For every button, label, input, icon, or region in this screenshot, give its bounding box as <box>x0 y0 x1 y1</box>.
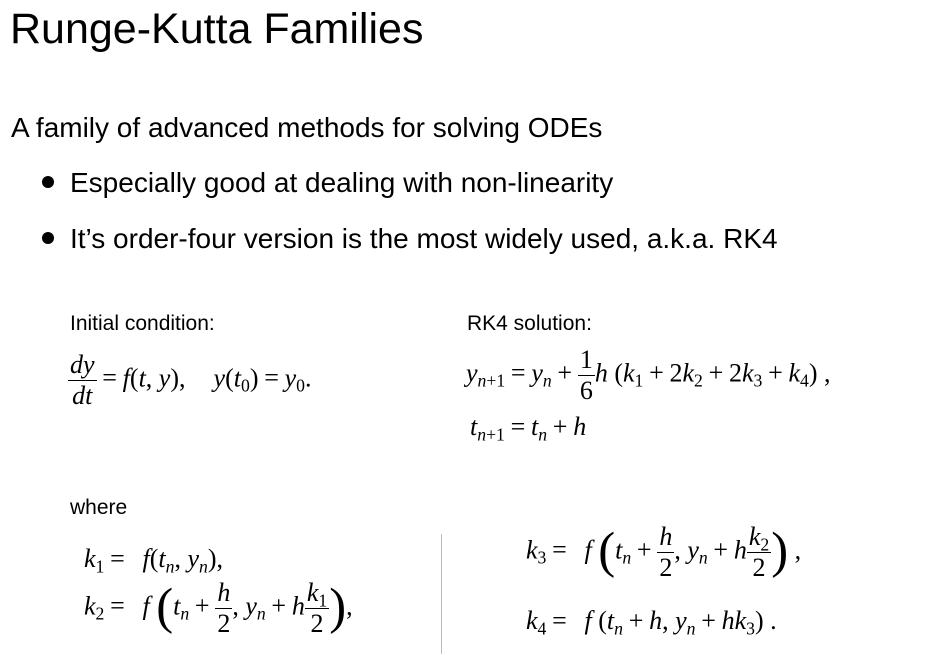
k2-equation: $k_2 = f$ ($t_n$ + $\frac{h}{2}$ , $y_n + h$ $\frac{k_1}{2}$ ), <box>84 578 353 638</box>
rk4-solution-label: RK4 solution: <box>467 312 592 335</box>
one-sixth-fraction: $\frac{1}{6}$ <box>579 345 593 405</box>
k3-equation: $k_3 = f$ ($t_n$ + $\frac{h}{2}$ , $y_n + h$ $\frac{k_2}{2}$ ) , <box>526 522 802 582</box>
bullet-text: Especially good at dealing with non-linearity <box>70 167 614 198</box>
bullet-dot-icon <box>42 176 54 188</box>
column-divider <box>441 534 442 654</box>
rk4-y-update-equation: $y_{n+1} = y_n$ + $\frac{1}{6}$ h $(k_1 + 2k_2 + 2k_3 + k_4)$ , <box>466 345 831 405</box>
k2-half-fraction: $\frac{k_2}{2}$ <box>748 522 770 582</box>
k4-equation: $k_4 = f$ ($t_n + h$, $y_n + hk_3$) . <box>526 606 777 639</box>
slide-subtitle: A family of advanced methods for solving ODEs <box>11 112 603 143</box>
h-half-fraction: $\frac{h}{2}$ <box>659 522 673 582</box>
rk4-t-update-equation: $t_{n+1} = t_n + h$ <box>470 412 587 445</box>
where-label: where <box>70 496 128 519</box>
dy-dt-fraction: $\frac{dy}{dt}$ <box>70 350 95 410</box>
initial-condition-label: Initial condition: <box>70 312 215 335</box>
bullet-text: It’s order-four version is the most widely used, a.k.a. RK4 <box>70 223 778 254</box>
k1-half-fraction: $\frac{k_1}{2}$ <box>306 578 328 638</box>
bullet-dot-icon <box>42 232 54 244</box>
h-half-fraction: $\frac{h}{2}$ <box>217 578 231 638</box>
bullet-item <box>42 221 778 257</box>
ode-initial-condition-equation: $\frac{dy}{dt}$ = f(t, y), $y(t_0) = y_0$. <box>70 350 312 410</box>
bullet-item <box>42 165 613 201</box>
slide-title: Runge-Kutta Families <box>10 5 424 53</box>
k1-equation: $k_1 = f(t_n$, $y_n$), <box>84 544 224 577</box>
